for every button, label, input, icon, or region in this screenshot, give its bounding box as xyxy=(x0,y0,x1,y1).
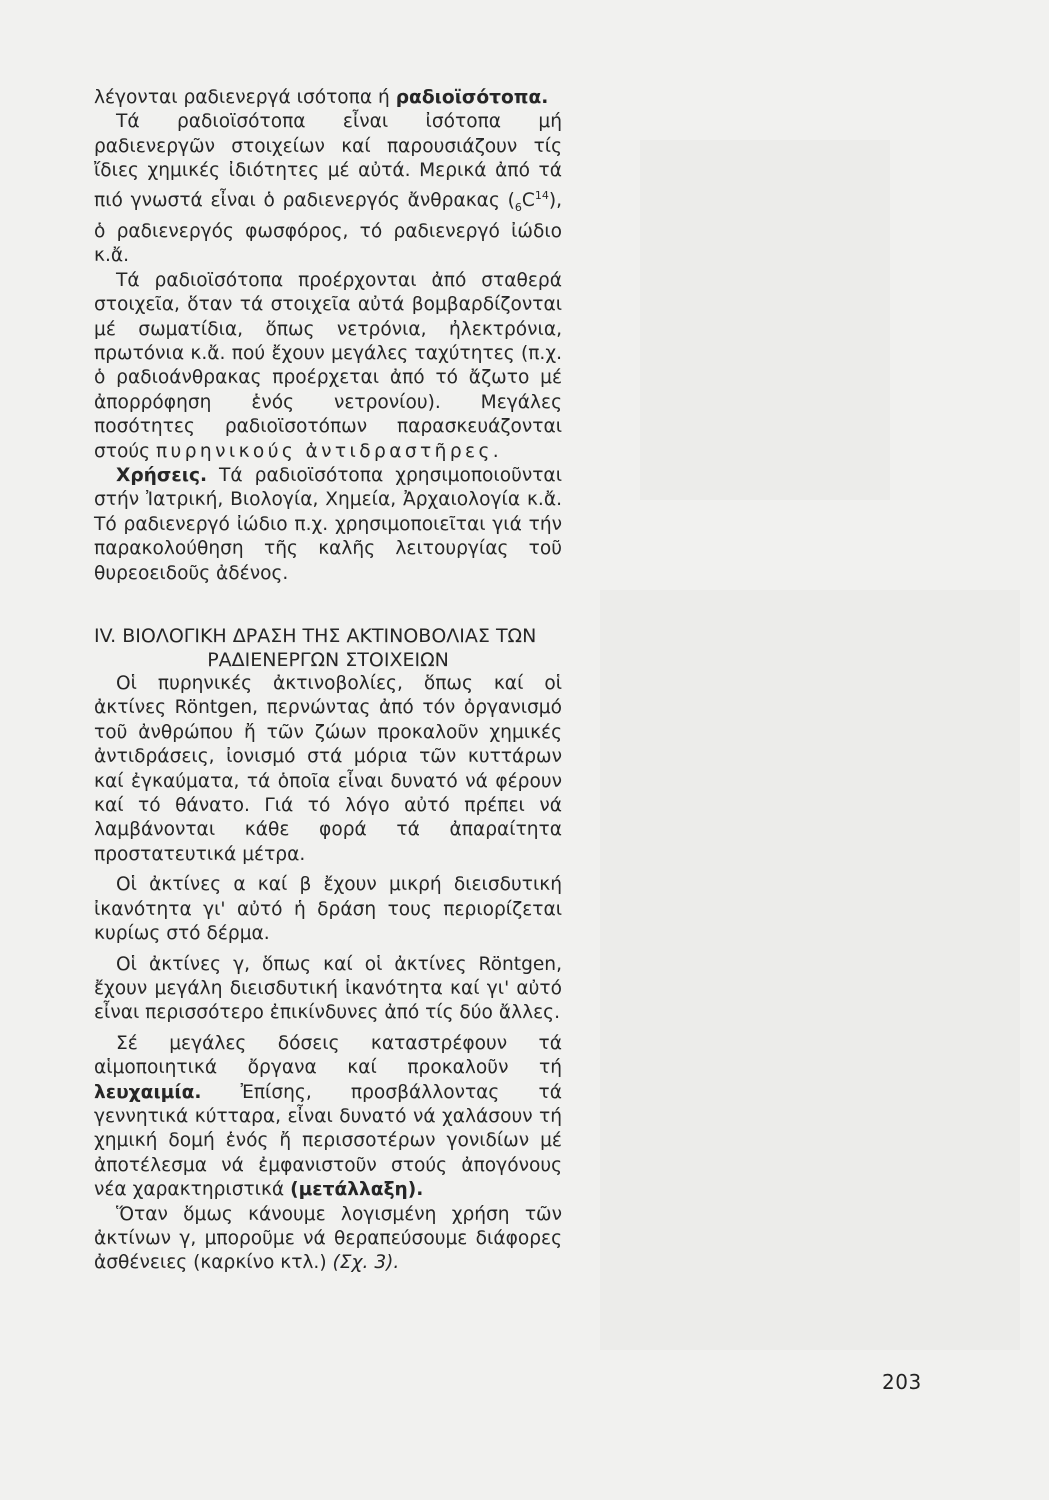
bleed-through-shadow xyxy=(600,590,1020,1350)
term-leukemia: λευχαιμία. xyxy=(94,1081,202,1103)
paragraph: Ὅταν ὅμως κάνουμε λογισμένη χρήση τῶν ἀκτίνων γ, μποροῦμε νά θεραπεύσουμε διάφορες ἀσθένειες (καρκίνο κτλ.) (Σχ. 3). xyxy=(94,1203,562,1274)
spaced-term: πυρηνικούς ἀντιδραστῆρες. xyxy=(155,440,503,462)
term-mutation: (μετάλλαξη). xyxy=(290,1179,424,1201)
paragraph: Οἱ πυρηνικές ἀκτινοβολίες, ὅπως καί οἱ ἀκτίνες Röntgen, περνώντας ἀπό τόν ὀργανισμό τοῦ ἀνθρώπου ἤ τῶν ζώων προκαλοῦν χημικές ἀντιδράσεις, ἰονισμό στά μόρια τῶν κυττάρων καί ἐγκαύματα, τά ὁποῖα εἶναι δυνατό νά φέρουν καί τό θάνατο. Γιά τό λόγο αὐτό πρέπει νά λαμβάνονται κάθε φορά τά ἀπαραίτητα προστατευτικά μέτρα. xyxy=(94,673,562,865)
uses-label: Χρήσεις. xyxy=(116,465,208,486)
paragraph: Οἱ ἀκτίνες α καί β ἔχουν μικρή διεισδυτική ἰκανότητα γι' αὐτό ἡ δράση τους περιορίζεται κυρίως στό δέρμα. xyxy=(94,874,562,945)
page-number: 203 xyxy=(882,1370,922,1394)
figure-reference: (Σχ. 3). xyxy=(332,1252,400,1274)
section-heading: IV. ΒΙΟΛΟΓΙΚΗ ΔΡΑΣΗ ΤΗΣ ΑΚΤΙΝΟΒΟΛΙΑΣ ΤΩΝ ΡΑΔΙΕΝΕΡΓΩΝ ΣΤΟΙΧΕΙΩΝ xyxy=(94,625,537,672)
bleed-through-shadow xyxy=(640,140,890,500)
paragraph-uses: Χρήσεις. Τά ραδιοϊσότοπα χρησιμοποιοῦνται στήν Ἰατρική, Βιολογία, Χημεία, Ἀρχαιολογία κ.ἄ. Τό ραδιενεργό ἰώδιο π.χ. χρησιμοποιεῖται γιά τήν παρακολούθηση τῆς καλῆς λειτουργίας τοῦ θυρεοειδοῦς ἀδένος. xyxy=(94,465,562,584)
paragraph: λέγονται ραδιενεργά ισότοπα ή ραδιοϊσότοπα. xyxy=(94,87,549,108)
paragraph: Τά ραδιοϊσότοπα εἶναι ἰσότοπα μή ραδιενεργῶν στοιχείων καί παρουσιάζουν τίς ἴδιες χημικές ἰδιότητες μέ αὐτά. Μερικά ἀπό τά πιό γνωστά εἶναι ὁ ραδιενεργός ἄνθρακας $(_6C^{14})$, ὁ ραδιενεργός φωσφόρος, τό ραδιενεργό ἰώδιο κ.ἄ. xyxy=(94,111,562,267)
term-radioisotopes: ραδιοϊσότοπα. xyxy=(395,87,549,108)
paragraph: Τά ραδιοϊσότοπα προέρχονται ἀπό σταθερά στοιχεῖα, ὅταν τά στοιχεῖα αὐτά βομβαρδίζονται μέ σωματίδια, ὅπως νετρόνια, ἠλεκτρόνια, πρωτόνια κ.ἄ. πού ἔχουν μεγάλες ταχύτητες (π.χ. ὁ ραδιοάνθρακας προέρχεται ἀπό τό ἄζωτο μέ ἀπορρόφηση ἑνός νετρονίου). Μεγάλες ποσότητες ραδιοϊσοτόπων παρασκευάζονται στούς πυρηνικούς ἀντιδραστῆρες. xyxy=(94,269,562,462)
paragraph: Οἱ ἀκτίνες γ, ὅπως καί οἱ ἀκτίνες Röntgen, ἔχουν μεγάλη διεισδυτική ἰκανότητα καί γι' αὐτό εἶναι περισσότερο ἐπικίνδυνες ἀπό τίς δύο ἄλλες. xyxy=(94,953,562,1024)
paragraph: Σέ μεγάλες δόσεις καταστρέφουν τά αἱμοποιητικά ὄργανα καί προκαλοῦν τή λευχαιμία. Ἐπίσης, προσβάλλοντας τά γεννητικά κύτταρα, εἶναι δυνατό νά χαλάσουν τή χημική δομή ἑνός ἤ περισσοτέρων γονιδίων μέ ἀποτέλεσμα νά ἐμφανιστοῦν στούς ἀπογόνους νέα χαρακτηριστικά (μετάλλαξη). xyxy=(94,1032,562,1201)
text-column xyxy=(94,86,562,1276)
